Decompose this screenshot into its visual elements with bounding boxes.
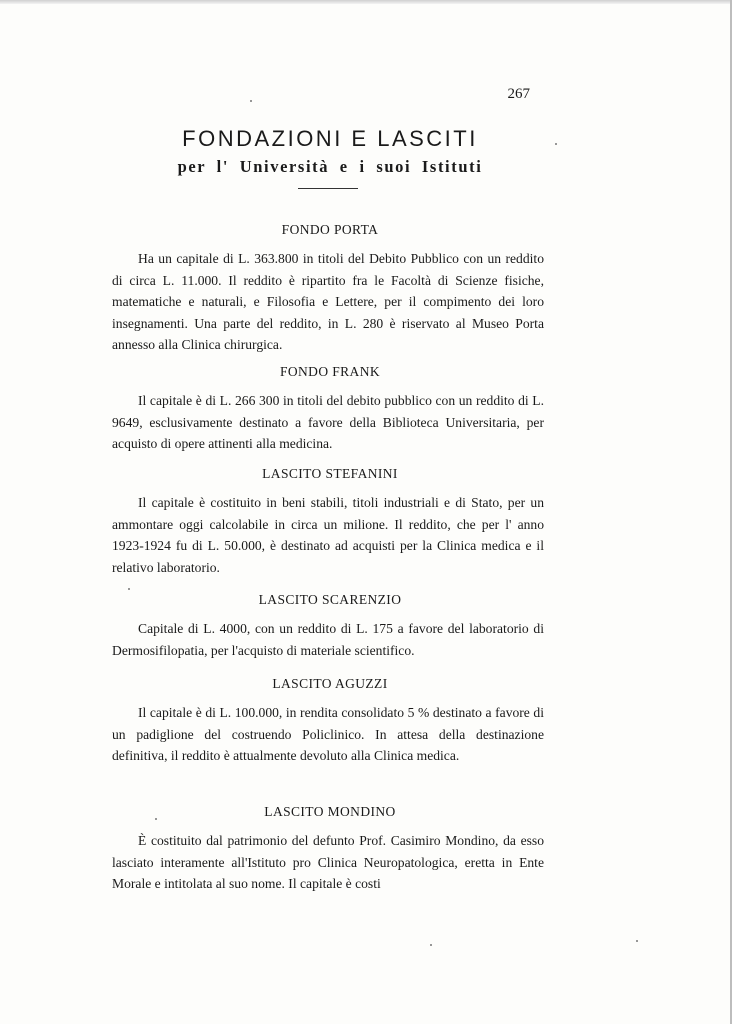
- section-heading-lascito-aguzzi: LASCITO AGUZZI: [272, 676, 388, 691]
- page-title: FONDAZIONI E LASCITI: [182, 126, 478, 151]
- section-text-lascito-scarenzio: Capitale di L. 4000, con un reddito di L. 175 a favore del laboratorio di Dermosifilopatia, per l'acquisto di materiale scientifico.: [112, 621, 544, 658]
- section-text-fondo-porta: Ha un capitale di L. 363.800 in titoli del Debito Pubblico con un reddito di circa L. 11.000. Il reddito è ripartito fra le Facoltà di Scienze fisiche, matematiche e naturali, e Filosofia e Lettere, per il compimento dei loro insegnamenti. Una parte del reddito, in L. 280 è riservato al Museo Porta annesso alla Clinica chirurgica.: [112, 251, 544, 352]
- section-heading-lascito-scarenzio: LASCITO SCARENZIO: [258, 592, 402, 607]
- scan-speck: [155, 818, 157, 820]
- section-heading-fondo-frank: FONDO FRANK: [279, 364, 381, 379]
- page-number: 267: [507, 86, 530, 102]
- scan-speck: [555, 143, 557, 145]
- section-heading-lascito-stefanini: LASCITO STEFANINI: [262, 466, 398, 481]
- section-text-lascito-mondino: È costituito dal patrimonio del defunto Prof. Casimiro Mondino, da esso lasciato interamente all'Istituto pro Clinica Neuropatologica, eretta in Ente Morale e intitolata al suo nome. Il capitale è costi: [112, 833, 544, 891]
- scan-top-edge: [0, 0, 732, 4]
- scan-speck: [636, 940, 638, 942]
- section-text-lascito-aguzzi: Il capitale è di L. 100.000, in rendita consolidato 5 % destinato a favore di un padiglione del costruendo Policlinico. In attesa della destinazione definitiva, il reddito è attualmente devoluto alla Clinica medica.: [112, 705, 544, 763]
- section-heading-fondo-porta: FONDO PORTA: [281, 222, 379, 237]
- scan-speck: [128, 588, 130, 590]
- scan-speck: [250, 100, 252, 102]
- page-subtitle: per l' Università e i suoi Istituti: [177, 157, 483, 176]
- title-divider: [298, 188, 358, 189]
- section-text-lascito-stefanini: Il capitale è costituito in beni stabili, titoli industriali e di Stato, per un ammontare oggi calcolabile in circa un milione. Il reddito, che per l' anno 1923-1924 fu di L. 50.000, è destinato ad acquisti per la Clinica medica e il relativo laboratorio.: [112, 495, 544, 575]
- section-heading-lascito-mondino: LASCITO MONDINO: [264, 804, 396, 819]
- scan-speck: [430, 944, 432, 946]
- section-text-fondo-frank: Il capitale è di L. 266 300 in titoli del debito pubblico con un reddito di L. 9649, esclusivamente destinato a favore della Biblioteca Universitaria, per acquisto di opere attinenti alla medicina.: [112, 393, 544, 451]
